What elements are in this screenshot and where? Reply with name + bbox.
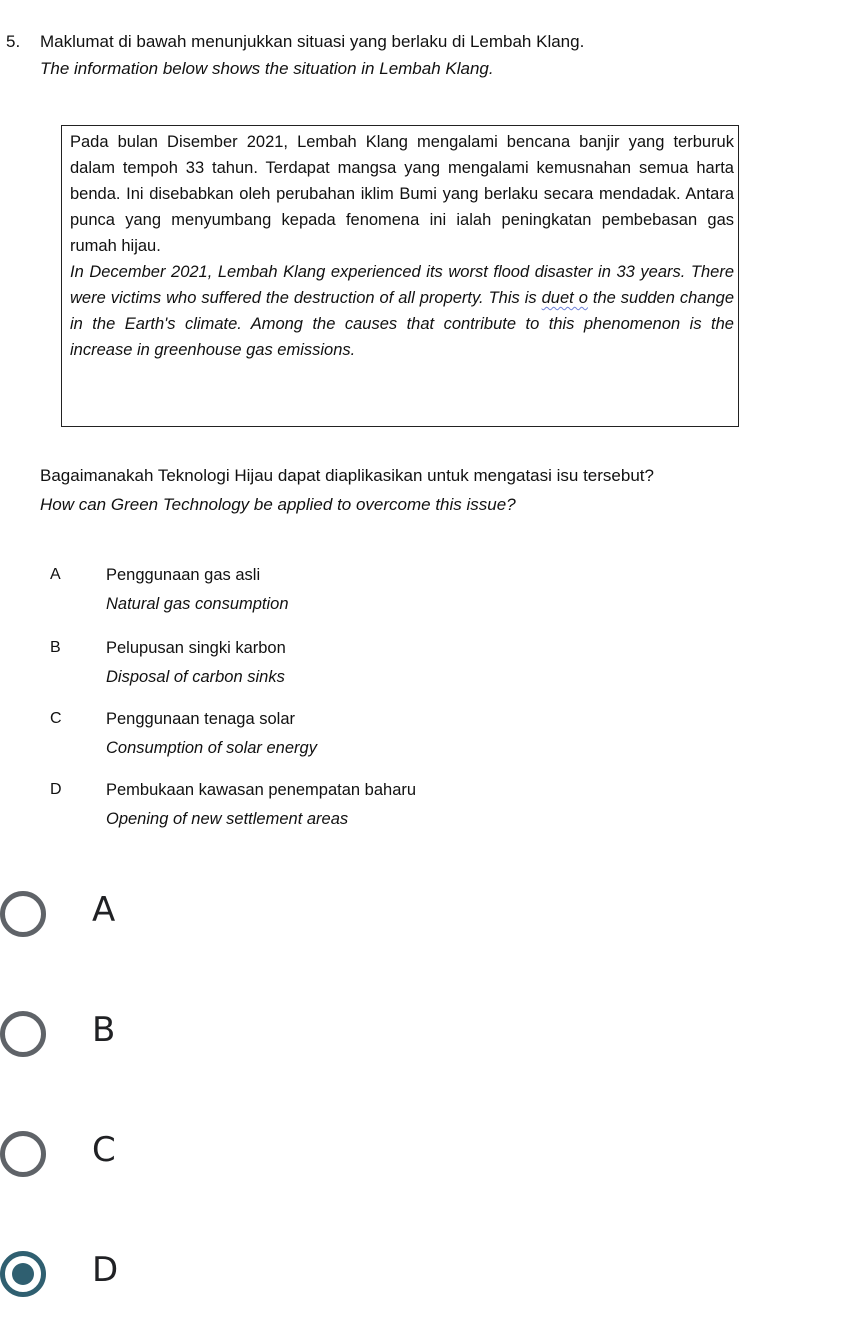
spellcheck-flagged-text: duet o (541, 289, 588, 307)
question-text-english: The information below shows the situation in Lembah Klang. (40, 59, 494, 78)
option-a-english: Natural gas consumption (106, 595, 289, 613)
choice-a[interactable] (0, 880, 400, 960)
choice-d[interactable] (0, 1240, 400, 1320)
option-c-malay: Penggunaan tenaga solar (106, 710, 295, 728)
choice-c-label[interactable]: C (92, 1130, 116, 1170)
passage-malay: Pada bulan Disember 2021, Lembah Klang mengalami bencana banjir yang terburuk dalam tempoh 33 tahun. Terdapat mangsa yang mengalami kemusnahan semua harta benda. Ini disebabkan oleh perubahan iklim Bumi yang berlaku secara mendadak. Antara punca yang menyumbang kepada fenomena ini ialah peningkatan pembebasan gas rumah hijau. (70, 133, 734, 255)
choice-a-label[interactable]: A (92, 890, 116, 930)
passage-english-part2: the sudden change in the Earth's climate. Among the causes that contribute to this phenomenon is the increase in greenhouse gas emissions. (70, 289, 734, 359)
option-b-english: Disposal of carbon sinks (106, 668, 285, 686)
question-number: 5. (6, 32, 21, 51)
choice-b[interactable] (0, 1000, 400, 1080)
choice-d-label[interactable]: D (92, 1250, 119, 1290)
choice-c[interactable] (0, 1120, 400, 1200)
option-a-malay: Penggunaan gas asli (106, 566, 261, 584)
radio-c[interactable] (0, 1131, 46, 1177)
radio-b[interactable] (0, 1011, 46, 1057)
option-a-letter: A (50, 566, 61, 583)
option-b-letter: B (50, 639, 61, 656)
option-d-english: Opening of new settlement areas (106, 810, 349, 828)
question-text-malay: Maklumat di bawah menunjukkan situasi yang berlaku di Lembah Klang. (40, 32, 585, 51)
choice-b-label[interactable]: B (92, 1010, 116, 1050)
info-passage-box (61, 125, 739, 427)
passage-english-part1: In December 2021, Lembah Klang experienced its worst flood disaster in 33 years. There were victims who suffered the destruction of all property. This is (70, 263, 734, 307)
option-d-letter: D (50, 781, 62, 798)
prompt-english: How can Green Technology be applied to overcome this issue? (40, 495, 516, 514)
option-d-malay: Pembukaan kawasan penempatan baharu (106, 781, 417, 799)
radio-d[interactable] (0, 1251, 46, 1297)
prompt-malay: Bagaimanakah Teknologi Hijau dapat diaplikasikan untuk mengatasi isu tersebut? (40, 466, 654, 485)
passage-english (70, 259, 734, 363)
radio-a[interactable] (0, 891, 46, 937)
option-c-english: Consumption of solar energy (106, 739, 317, 757)
option-c-letter: C (50, 710, 62, 727)
option-b-malay: Pelupusan singki karbon (106, 639, 286, 657)
